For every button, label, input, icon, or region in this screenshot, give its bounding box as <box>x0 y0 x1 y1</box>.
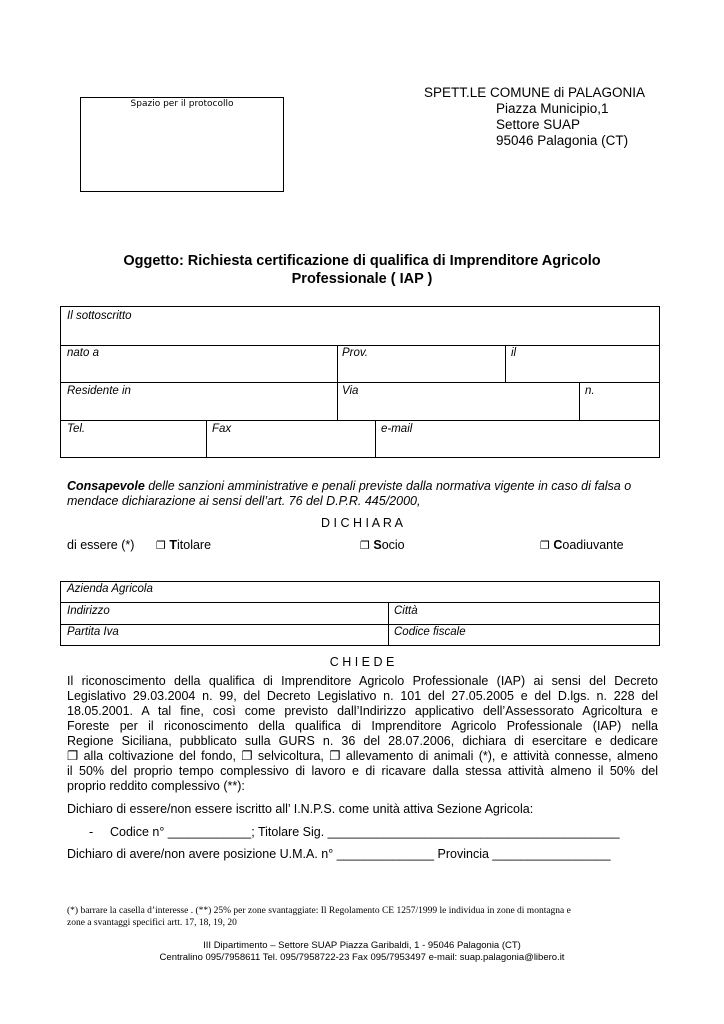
recipient-street: Piazza Municipio,1 <box>496 101 609 116</box>
footnote-line-1: (*) barrare la casella d’interesse . (**) 25% per zone svantaggiate: Il Regolamento CE 1257/1999 le individua in zone di montagna e <box>67 906 571 916</box>
dichiara-prefix: di essere (*) <box>67 538 135 552</box>
subject-line-1: Oggetto: Richiesta certificazione di qualifica di Imprenditore Agricolo <box>123 253 601 269</box>
azienda-table <box>60 581 660 646</box>
field-azienda[interactable]: Azienda Agricola <box>67 583 153 595</box>
recipient-city: 95046 Palagonia (CT) <box>496 133 629 148</box>
subject-line-2: Professionale ( IAP ) <box>291 271 433 287</box>
chiede-heading: C H I E D E <box>329 655 395 669</box>
chiede-line-5: Regione Siciliana, pubblicato sulla GURS n. 36 del 28.07.2006, dichiara di esercitare e dedicare <box>67 734 658 748</box>
field-indirizzo[interactable]: Indirizzo <box>67 605 110 617</box>
protocol-box <box>80 97 284 192</box>
field-numero[interactable]: n. <box>585 385 595 397</box>
checkbox-titolare[interactable]: ❐ <box>156 539 166 552</box>
field-prov[interactable]: Prov. <box>342 347 368 359</box>
field-via[interactable]: Via <box>342 385 359 397</box>
option-titolare[interactable] <box>156 538 211 553</box>
consapevole-rest: delle sanzioni amministrative e penali previste dalla normativa vigente in caso di falsa o <box>148 479 632 493</box>
option-coadiuvante[interactable] <box>540 538 624 553</box>
subject-title <box>60 252 664 288</box>
personal-data-table <box>60 306 660 458</box>
dichiara-heading: D I C H I A R A <box>321 516 403 530</box>
consapevole-bold: Consapevole <box>67 479 145 493</box>
coadiuvante-label: oadiuvante <box>562 538 624 552</box>
field-il[interactable]: il <box>511 347 517 359</box>
chiede-line-4: Foreste per il riconoscimento della qualifica di Imprenditore Agricolo Professionale (IAP) nella <box>67 719 658 733</box>
inps-line: Dichiaro di essere/non essere iscritto all’ I.N.P.S. come unità attiva Sezione Agricola: <box>67 802 534 816</box>
recipient-name: SPETT.LE COMUNE di PALAGONIA <box>424 85 646 100</box>
chiede-line-3: 18.05.2001. A tal fine, così come previsto dall’Indirizzo applicativo dell’Assessorato Agricoltura e <box>67 704 658 718</box>
field-residente[interactable]: Residente in <box>67 385 131 397</box>
inps-dash: - <box>89 825 94 839</box>
field-tel[interactable]: Tel. <box>67 423 86 435</box>
chiede-line-6: ❐ alla coltivazione del fondo, ❐ selvicoltura, ❐ allevamento di animali (*), e attività connesse, almeno <box>67 749 658 763</box>
footnote-line-2: zone a svantaggi specifici artt. 17, 18, 19, 20 <box>67 918 237 928</box>
field-partita-iva[interactable]: Partita Iva <box>67 626 119 638</box>
socio-initial: S <box>373 538 382 552</box>
field-email[interactable]: e-mail <box>381 423 413 435</box>
socio-label: ocio <box>381 538 405 552</box>
consapevole-line-2: mendace dichiarazione ai sensi dell’art. 76 del D.P.R. 445/2000, <box>67 494 421 508</box>
chiede-line-7: il 50% del proprio tempo complessivo di lavoro e di ricavare dalla stessa attività almeno il 50% del <box>67 764 658 778</box>
recipient-office: Settore SUAP <box>496 117 581 132</box>
field-nato-a[interactable]: nato a <box>67 347 99 359</box>
chiede-line-8: proprio reddito complessivo (**): <box>67 779 245 793</box>
option-socio[interactable] <box>360 538 405 553</box>
consapevole-line-1 <box>67 479 667 494</box>
coadiuvante-initial: C <box>553 538 563 552</box>
titolare-initial: T <box>169 538 177 552</box>
chiede-line-1: Il riconoscimento della qualifica di Imprenditore Agricolo Professionale (IAP) ai sensi del Decreto <box>67 674 658 688</box>
checkbox-coadiuvante[interactable]: ❐ <box>540 539 550 552</box>
footer-line-1: III Dipartimento – Settore SUAP Piazza Garibaldi, 1 - 95046 Palagonia (CT) <box>203 940 521 951</box>
footer-line-2: Centralino 095/7958611 Tel. 095/7958722-23 Fax 095/7953497 e-mail: suap.palagonia@libero.it <box>159 952 565 963</box>
inps-codice-field[interactable]: Codice n° ____________; Titolare Sig. __________________________________________ <box>110 825 620 839</box>
checkbox-socio[interactable]: ❐ <box>360 539 370 552</box>
field-codice-fiscale[interactable]: Codice fiscale <box>394 626 466 638</box>
uma-line[interactable]: Dichiaro di avere/non avere posizione U.M.A. n° ______________ Provincia _________________ <box>67 847 611 861</box>
chiede-line-2: Legislativo 29.03.2004 n. 99, del Decreto Legislativo n. 101 del 27.05.2005 e del D.lgs. n. 228 del <box>67 689 658 703</box>
protocol-label: Spazio per il protocollo <box>130 99 234 109</box>
chiede-paragraph <box>67 674 658 794</box>
field-citta[interactable]: Città <box>394 605 418 617</box>
titolare-label: itolare <box>177 538 212 552</box>
field-sottoscritto[interactable]: Il sottoscritto <box>67 310 132 322</box>
field-fax[interactable]: Fax <box>212 423 232 435</box>
